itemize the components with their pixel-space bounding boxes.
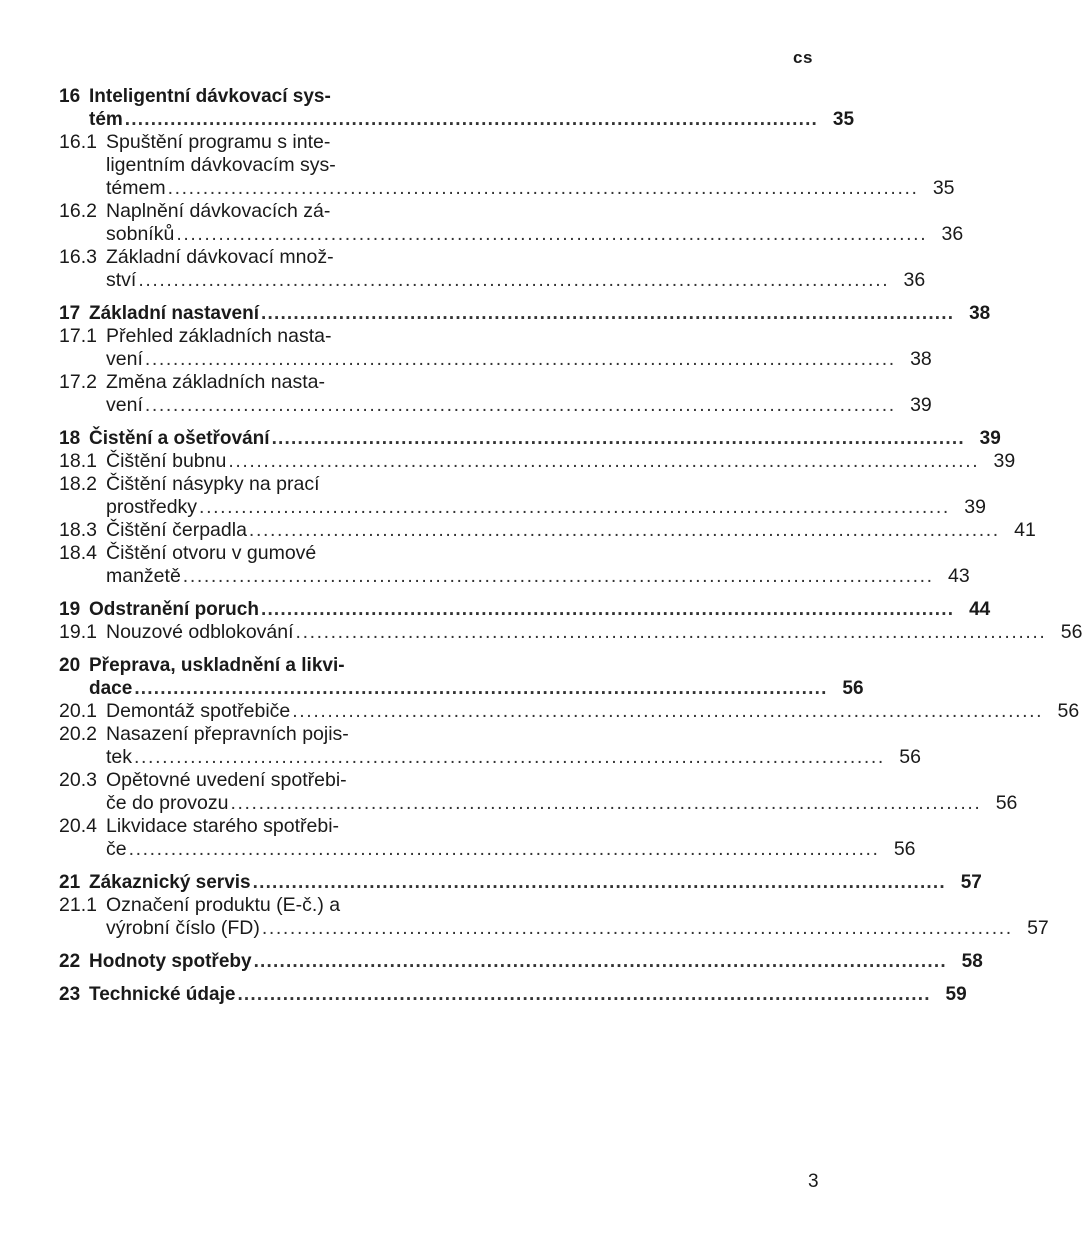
dot-leader: ........................................................................................................... <box>138 269 890 291</box>
dot-leader: ........................................................................................................... <box>252 872 946 893</box>
subsection-title: Nasazení přepravních pojis- <box>106 723 349 745</box>
subsection-page: 41 <box>1014 519 1036 541</box>
section-page: 59 <box>945 984 967 1005</box>
section-number: 19 <box>59 599 81 620</box>
section-page: 56 <box>842 678 864 699</box>
toc-subentry-line[interactable] <box>59 269 926 292</box>
section-number: 18 <box>59 428 81 449</box>
toc-subentry-line[interactable] <box>59 565 970 588</box>
toc-subentry-line[interactable] <box>59 177 955 200</box>
dot-leader: ........................................................................................................... <box>271 428 965 449</box>
subsection-page: 56 <box>1057 700 1080 722</box>
subsection-page: 56 <box>995 792 1018 814</box>
subsection-title: Čištění otvoru v gumové <box>106 542 317 564</box>
subsection-number: 18.2 <box>59 473 97 495</box>
subsection-number: 16.1 <box>59 131 97 153</box>
toc-section-line[interactable] <box>59 598 991 621</box>
section-number: 21 <box>59 872 81 893</box>
section-title: Inteligentní dávkovací sys- <box>89 86 331 107</box>
toc-section <box>59 302 991 417</box>
language-code: cs <box>793 48 813 67</box>
toc-subentry-line[interactable] <box>59 723 421 746</box>
dot-leader: ........................................................................................................... <box>144 348 896 370</box>
subsection-title: vení <box>106 394 143 416</box>
subsection-number: 18.4 <box>59 542 97 564</box>
section-page: 57 <box>960 872 982 893</box>
toc-section-line[interactable] <box>59 108 855 131</box>
subsection-number: 20.3 <box>59 769 97 791</box>
subsection-title: Demontáž spotřebiče <box>106 700 291 722</box>
section-title: Přeprava, uskladnění a likvi- <box>89 655 345 676</box>
section-page: 44 <box>969 599 991 620</box>
subsection-title: sobníků <box>106 223 175 245</box>
subsection-number: 16.3 <box>59 246 97 268</box>
dot-leader: ........................................................................................................... <box>230 792 982 814</box>
table-of-contents <box>59 85 1082 1016</box>
section-number: 16 <box>59 86 81 107</box>
toc-subentry-line[interactable] <box>59 746 921 769</box>
dot-leader: ........................................................................................................... <box>182 565 934 587</box>
toc-section-line[interactable] <box>59 983 967 1006</box>
dot-leader: ........................................................................................................... <box>260 599 955 620</box>
toc-subentry-line[interactable] <box>59 792 1018 815</box>
toc-subentry-line[interactable] <box>59 200 421 223</box>
toc-subentry-line[interactable] <box>59 769 421 792</box>
toc-subentry-line[interactable] <box>59 621 1082 644</box>
subsection-title: ligentním dávkovacím sys- <box>106 154 336 176</box>
dot-leader: ........................................................................................................... <box>228 450 980 472</box>
subsection-title: Přehled základních nasta- <box>106 325 332 347</box>
toc-subentry-line[interactable] <box>59 473 421 496</box>
dot-leader: ........................................................................................................... <box>199 496 950 518</box>
toc-section-line[interactable] <box>59 302 991 325</box>
toc-subentry-line[interactable] <box>59 246 421 269</box>
toc-section <box>59 654 1080 861</box>
section-number: 22 <box>59 951 81 972</box>
subsection-page: 56 <box>893 838 916 860</box>
toc-section <box>59 950 983 973</box>
page-number: 3 <box>808 1171 819 1192</box>
subsection-title: manžetě <box>106 565 181 587</box>
subsection-title: témem <box>106 177 166 199</box>
subsection-number: 18.1 <box>59 450 97 472</box>
subsection-number: 19.1 <box>59 621 97 643</box>
toc-subentry-line[interactable] <box>59 894 421 917</box>
dot-leader: ........................................................................................................... <box>253 951 947 972</box>
toc-section-line[interactable] <box>59 654 421 677</box>
subsection-title: Naplnění dávkovacích zá- <box>106 200 331 222</box>
subsection-title: tek <box>106 746 133 768</box>
subsection-page: 43 <box>948 565 970 587</box>
subsection-title: ství <box>106 269 137 291</box>
subsection-title: výrobní číslo (FD) <box>106 917 260 939</box>
section-title: Hodnoty spotřeby <box>89 951 252 972</box>
toc-section-line[interactable] <box>59 871 982 894</box>
toc-subentry-line[interactable] <box>59 394 932 417</box>
subsection-page: 36 <box>941 223 964 245</box>
section-page: 38 <box>969 303 991 324</box>
subsection-title: Nouzové odblokování <box>106 621 294 643</box>
subsection-page: 39 <box>964 496 986 518</box>
dot-leader: ........................................................................................................... <box>292 700 1044 722</box>
subsection-title: Čištění čerpadla <box>106 519 247 541</box>
subsection-number: 17.1 <box>59 325 97 347</box>
subsection-number: 17.2 <box>59 371 97 393</box>
toc-section <box>59 871 1049 940</box>
toc-subentry-line[interactable] <box>59 131 421 154</box>
subsection-number: 20.4 <box>59 815 97 837</box>
dot-leader: ........................................................................................................... <box>134 678 828 699</box>
subsection-title: Změna základních nasta- <box>106 371 325 393</box>
section-number: 23 <box>59 984 81 1005</box>
section-title: Základní nastavení <box>89 303 260 324</box>
section-page: 39 <box>979 428 1001 449</box>
section-title: Zákaznický servis <box>89 872 251 893</box>
toc-section <box>59 85 964 292</box>
dot-leader: ........................................................................................................... <box>176 223 928 245</box>
dot-leader: ........................................................................................................... <box>128 838 880 860</box>
toc-subentry-line[interactable] <box>59 348 932 371</box>
subsection-number: 20.2 <box>59 723 97 745</box>
subsection-title: Základní dávkovací množ- <box>106 246 334 268</box>
dot-leader: ........................................................................................................... <box>248 519 1000 541</box>
dot-leader: ........................................................................................................... <box>134 746 885 768</box>
toc-subentry-line[interactable] <box>59 450 1016 473</box>
toc-section <box>59 427 1036 588</box>
toc-subentry-line[interactable] <box>59 371 421 394</box>
toc-subentry-line[interactable] <box>59 496 986 519</box>
subsection-page: 57 <box>1027 917 1049 939</box>
subsection-page: 39 <box>993 450 1016 472</box>
subsection-title: če do provozu <box>106 792 229 814</box>
section-number: 17 <box>59 303 81 324</box>
section-page: 58 <box>961 951 983 972</box>
subsection-title: Označení produktu (E-č.) a <box>106 894 341 916</box>
subsection-title: Čištění násypky na prací <box>106 473 320 495</box>
subsection-title: Spuštění programu s inte- <box>106 131 331 153</box>
toc-section-line[interactable] <box>59 427 1001 450</box>
dot-leader: ........................................................................................................... <box>237 984 931 1005</box>
toc-section <box>59 983 967 1006</box>
section-number: 20 <box>59 655 81 676</box>
section-title: dace <box>89 678 133 699</box>
subsection-number: 18.3 <box>59 519 97 541</box>
toc-section <box>59 598 1082 644</box>
dot-leader: ........................................................................................................... <box>124 109 819 130</box>
dot-leader: ........................................................................................................... <box>261 303 955 324</box>
toc-section-line[interactable] <box>59 85 421 108</box>
subsection-page: 35 <box>932 177 955 199</box>
toc-subentry-line[interactable] <box>59 154 421 177</box>
subsection-page: 56 <box>899 746 921 768</box>
section-page: 35 <box>832 109 855 130</box>
toc-subentry-line[interactable] <box>59 325 421 348</box>
subsection-number: 20.1 <box>59 700 97 722</box>
toc-subentry-line[interactable] <box>59 917 1049 940</box>
subsection-page: 56 <box>1060 621 1082 643</box>
dot-leader: ........................................................................................................... <box>144 394 896 416</box>
subsection-number: 21.1 <box>59 894 97 916</box>
toc-section-line[interactable] <box>59 677 864 700</box>
dot-leader: ........................................................................................................... <box>167 177 919 199</box>
toc-subentry-line[interactable] <box>59 838 916 861</box>
subsection-page: 39 <box>910 394 932 416</box>
toc-section-line[interactable] <box>59 950 983 973</box>
section-title: tém <box>89 109 123 130</box>
subsection-title: če <box>106 838 127 860</box>
subsection-title: Opětovné uvedení spotřebi- <box>106 769 347 791</box>
toc-subentry-line[interactable] <box>59 542 421 565</box>
toc-subentry-line[interactable] <box>59 223 964 246</box>
toc-subentry-line[interactable] <box>59 519 1036 542</box>
subsection-page: 38 <box>910 348 932 370</box>
subsection-page: 36 <box>903 269 926 291</box>
subsection-title: prostředky <box>106 496 198 518</box>
subsection-title: Čištění bubnu <box>106 450 227 472</box>
subsection-title: vení <box>106 348 143 370</box>
dot-leader: ........................................................................................................... <box>261 917 1013 939</box>
toc-subentry-line[interactable] <box>59 700 1080 723</box>
section-title: Odstranění poruch <box>89 599 259 620</box>
section-title: Technické údaje <box>89 984 236 1005</box>
toc-subentry-line[interactable] <box>59 815 421 838</box>
section-title: Čistění a ošetřování <box>89 428 270 449</box>
subsection-title: Likvidace starého spotřebi- <box>106 815 340 837</box>
dot-leader: ........................................................................................................... <box>295 621 1047 643</box>
subsection-number: 16.2 <box>59 200 97 222</box>
